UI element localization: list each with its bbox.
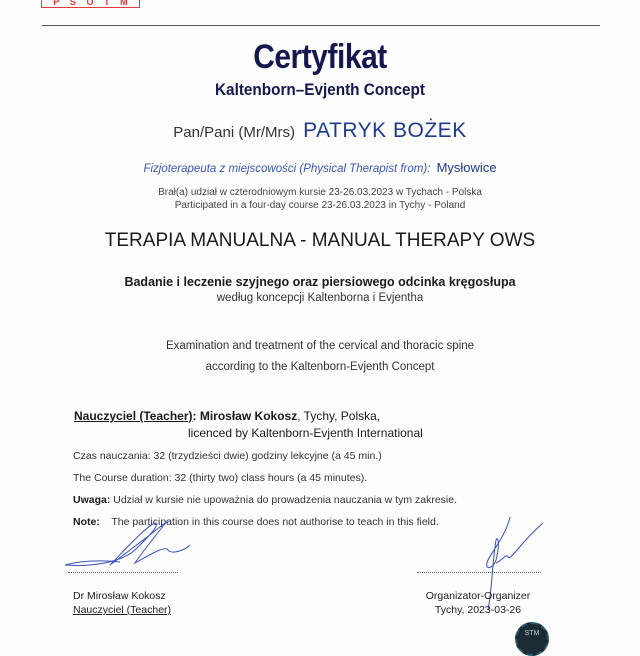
participation-pl: Brał(a) udział w czterodniowym kursie 23-26.03.2023 w Tychach - Polska: [158, 187, 482, 198]
profession-line: [0, 160, 640, 175]
seal-stamp-icon: STM: [515, 622, 549, 656]
header-rule: [42, 25, 600, 26]
certificate-subtitle: Kaltenborn–Evjenth Concept: [215, 80, 425, 99]
profession-label: Fizjoterapeuta z miejscowości (Physical Therapist from):: [143, 163, 431, 175]
duration-pl: Czas nauczania: 32 (trzydzieści dwie) godziny lekcyjne (a 45 min.): [73, 450, 382, 462]
note-en-label: Note:: [73, 516, 100, 528]
course-description-en-2: according to the Kaltenborn-Evjenth Concept: [205, 361, 435, 373]
psotm-logo: [41, 0, 140, 8]
teacher-name: Mirosław Kokosz: [199, 409, 298, 423]
course-description-pl: Badanie i leczenie szyjnego oraz piersiowego odcinka kręgosłupa: [124, 275, 516, 289]
organizer-signature-line: [417, 572, 541, 573]
certificate-title: Certyfikat: [253, 38, 387, 76]
course-title: TERAPIA MANUALNA - MANUAL THERAPY OWS: [104, 230, 536, 251]
teacher-signatory-role: Nauczyciel (Teacher): [73, 604, 172, 616]
teacher-signature-line: [68, 572, 178, 573]
recipient-city: Mysłowice: [436, 160, 497, 175]
logo-letter: O: [86, 0, 94, 7]
note-pl: [73, 494, 457, 506]
salutation: Pan/Pani (Mr/Mrs): [173, 124, 295, 141]
logo-letter: S: [69, 0, 76, 7]
recipient-name: PATRYK BOŻEK: [303, 119, 467, 142]
teacher-licence: licenced by Kaltenborn-Evjenth International: [188, 426, 423, 440]
logo-letter: P: [53, 0, 60, 7]
note-pl-text: Udział w kursie nie upoważnia do prowadzenia nauczania w tym zakresie.: [110, 494, 458, 506]
course-description-en-1: Examination and treatment of the cervical and thoracic spine: [165, 340, 475, 352]
organizer-place-date: Tychy, 2023-03-26: [434, 604, 522, 616]
participation-en: Participated in a four-day course 23-26.03.2023 in Tychy - Poland: [174, 200, 466, 211]
course-description-pl-sub: według koncepcji Kaltenborna i Evjentha: [216, 292, 424, 304]
note-pl-label: Uwaga:: [73, 494, 111, 506]
teacher-location: , Tychy, Polska,: [297, 409, 381, 423]
teacher-signature-icon: [60, 515, 200, 580]
recipient-line: [0, 119, 640, 143]
logo-letter: M: [120, 0, 128, 7]
note-en-text: The participation in this course does not authorise to teach in this field.: [99, 516, 439, 528]
teacher-line: Nauczyciel (Teacher): Mirosław Kokosz, Tychy, Polska,: [74, 409, 381, 423]
teacher-label: Nauczyciel (Teacher): [74, 409, 193, 423]
organizer-role: Organizator-Organizer: [425, 590, 531, 602]
duration-en: The Course duration: 32 (thirty two) class hours (a 45 minutes).: [73, 472, 368, 484]
logo-letter: T: [104, 0, 110, 7]
teacher-signatory-name: Dr Mirosław Kokosz: [73, 590, 166, 602]
